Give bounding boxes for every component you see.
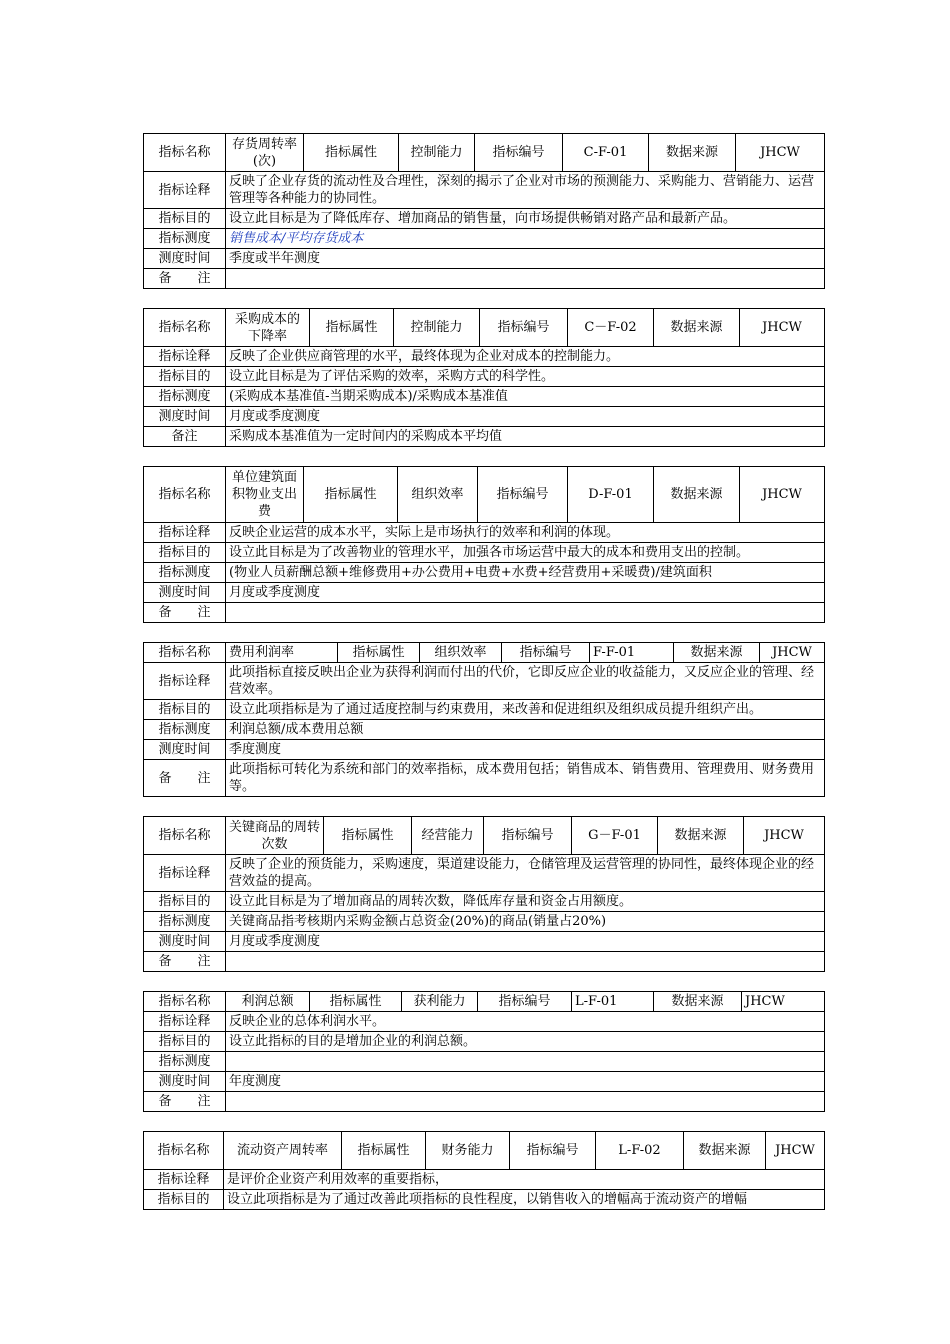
kpi-source: JHCW [736,134,825,172]
kpi-description: 反映了企业的预货能力，采购速度，渠道建设能力，仓储管理及运营管理的协同性，最终体现企业的经营效益的提高。 [226,855,825,892]
kpi-time: 季度测度 [226,740,825,760]
kpi-description: 反映企业运营的成本水平，实际上是市场执行的效率和利润的体现。 [226,523,825,543]
label-purpose: 指标目的 [144,700,226,720]
kpi-description: 是评价企业资产利用效率的重要指标， [224,1170,825,1190]
kpi-attribute: 组织效率 [398,467,478,523]
kpi-source: JHCW [740,309,825,347]
spacer [143,447,825,466]
label-name: 指标名称 [144,817,226,855]
kpi-measure: 关键商品指考核期内采购金额占总资金(20%)的商品(销量占20%) [226,912,825,932]
kpi-remark: 此项指标可转化为系统和部门的效率指标，成本费用包括；销售成本、销售费用、管理费用、财务费用等。 [226,760,825,797]
label-measure: 指标测度 [144,720,226,740]
kpi-name: 流动资产周转率 [224,1132,342,1170]
kpi-code: L-F-01 [572,992,654,1012]
label-attribute: 指标属性 [324,817,412,855]
kpi-remark [226,952,825,972]
kpi-source: JHCW [760,643,825,663]
kpi-attribute: 财务能力 [426,1132,510,1170]
kpi-time: 月度或季度测度 [226,407,825,427]
label-purpose: 指标目的 [144,1190,224,1210]
kpi-code: D-F-01 [568,467,654,523]
label-code: 指标编号 [510,1132,596,1170]
label-source: 数据来源 [674,643,760,663]
kpi-attribute: 控制能力 [399,134,475,172]
label-remark: 备 注 [144,603,226,623]
spacer [143,289,825,308]
kpi-table [143,308,825,447]
label-measure: 指标测度 [144,1052,226,1072]
label-code: 指标编号 [478,992,572,1012]
kpi-source: JHCW [742,992,825,1012]
label-name: 指标名称 [144,467,226,523]
label-attribute: 指标属性 [342,1132,426,1170]
kpi-measure: 利润总额/成本费用总额 [226,720,825,740]
kpi-document [143,133,825,1210]
label-remark: 备 注 [144,269,226,289]
kpi-attribute: 经营能力 [412,817,484,855]
label-time: 测度时间 [144,407,226,427]
kpi-attribute: 组织效率 [420,643,502,663]
label-attribute: 指标属性 [310,309,394,347]
spacer [143,797,825,816]
label-remark: 备 注 [144,760,226,797]
kpi-name: 费用利润率 [226,643,338,663]
label-time: 测度时间 [144,583,226,603]
kpi-table [143,642,825,797]
label-time: 测度时间 [144,932,226,952]
label-time: 测度时间 [144,740,226,760]
kpi-code: L-F-02 [596,1132,684,1170]
kpi-source: JHCW [766,1132,825,1170]
label-attribute: 指标属性 [338,643,420,663]
kpi-description: 此项指标直接反映出企业为获得利润而付出的代价，它即反应企业的收益能力，又反应企业的管理、经营效率。 [226,663,825,700]
kpi-code: C－F-02 [568,309,654,347]
kpi-measure[interactable] [226,229,825,249]
kpi-name: 利润总额 [226,992,310,1012]
label-source: 数据来源 [654,467,740,523]
label-code: 指标编号 [502,643,590,663]
kpi-name: 采购成本的下降率 [226,309,310,347]
kpi-table [143,816,825,972]
label-source: 数据来源 [684,1132,766,1170]
kpi-remark: 采购成本基准值为一定时间内的采购成本平均值 [226,427,825,447]
kpi-measure: (物业人员薪酬总额+维修费用+办公费用+电费+水费+经营费用+采暖费)/建筑面积 [226,563,825,583]
label-remark: 备 注 [144,1092,226,1112]
kpi-time: 年度测度 [226,1072,825,1092]
kpi-purpose: 设立此项指标是为了通过适度控制与约束费用，来改善和促进组织及组织成员提升组织产出。 [226,700,825,720]
label-source: 数据来源 [654,992,742,1012]
label-purpose: 指标目的 [144,892,226,912]
label-purpose: 指标目的 [144,367,226,387]
label-description: 指标诠释 [144,855,226,892]
label-attribute: 指标属性 [310,992,402,1012]
kpi-measure: (采购成本基准值-当期采购成本)/采购成本基准值 [226,387,825,407]
kpi-table [143,991,825,1112]
label-purpose: 指标目的 [144,1032,226,1052]
label-description: 指标诠释 [144,172,226,209]
kpi-description: 反映了企业供应商管理的水平，最终体现为企业对成本的控制能力。 [226,347,825,367]
kpi-measure-link[interactable]: 销售成本/平均存货成本 [229,231,364,246]
label-remark: 备注 [144,427,226,447]
label-source: 数据来源 [654,309,740,347]
label-name: 指标名称 [144,992,226,1012]
kpi-purpose: 设立此目标是为了改善物业的管理水平，加强各市场运营中最大的成本和费用支出的控制。 [226,543,825,563]
kpi-name: 单位建筑面积物业支出费 [226,467,304,523]
label-code: 指标编号 [484,817,572,855]
kpi-time: 月度或季度测度 [226,583,825,603]
kpi-table [143,1131,825,1210]
kpi-code: F-F-01 [590,643,674,663]
kpi-purpose: 设立此目标是为了降低库存、增加商品的销售量，向市场提供畅销对路产品和最新产品。 [226,209,825,229]
label-description: 指标诠释 [144,347,226,367]
kpi-table [143,133,825,289]
label-measure: 指标测度 [144,229,226,249]
label-measure: 指标测度 [144,563,226,583]
label-purpose: 指标目的 [144,209,226,229]
label-code: 指标编号 [475,134,563,172]
label-name: 指标名称 [144,134,226,172]
label-remark: 备 注 [144,952,226,972]
spacer [143,1112,825,1131]
kpi-measure [226,1052,825,1072]
spacer [143,623,825,642]
spacer [143,972,825,991]
label-measure: 指标测度 [144,387,226,407]
kpi-purpose: 设立此指标的目的是增加企业的利润总额。 [226,1032,825,1052]
kpi-source: JHCW [740,467,825,523]
kpi-table [143,466,825,623]
kpi-remark [226,1092,825,1112]
kpi-purpose: 设立此项指标是为了通过改善此项指标的良性程度，以销售收入的增幅高于流动资产的增幅 [224,1190,825,1210]
kpi-code: C-F-01 [563,134,649,172]
kpi-name: 关键商品的周转次数 [226,817,324,855]
label-name: 指标名称 [144,643,226,663]
kpi-purpose: 设立此目标是为了评估采购的效率，采购方式的科学性。 [226,367,825,387]
label-description: 指标诠释 [144,663,226,700]
kpi-purpose: 设立此目标是为了增加商品的周转次数，降低库存量和资金占用额度。 [226,892,825,912]
label-code: 指标编号 [478,467,568,523]
kpi-time: 月度或季度测度 [226,932,825,952]
label-name: 指标名称 [144,309,226,347]
kpi-remark [226,269,825,289]
label-description: 指标诠释 [144,523,226,543]
kpi-source: JHCW [744,817,825,855]
label-purpose: 指标目的 [144,543,226,563]
label-code: 指标编号 [480,309,568,347]
label-attribute: 指标属性 [304,467,398,523]
kpi-name: 存货周转率(次) [226,134,304,172]
label-description: 指标诠释 [144,1170,224,1190]
kpi-code: G－F-01 [572,817,658,855]
label-time: 测度时间 [144,1072,226,1092]
kpi-description: 反映了企业存货的流动性及合理性，深刻的揭示了企业对市场的预测能力、采购能力、营销能力、运营管理等各种能力的协同性。 [226,172,825,209]
kpi-remark [226,603,825,623]
label-measure: 指标测度 [144,912,226,932]
label-attribute: 指标属性 [304,134,399,172]
label-source: 数据来源 [649,134,736,172]
label-source: 数据来源 [658,817,744,855]
kpi-description: 反映企业的总体利润水平。 [226,1012,825,1032]
label-name: 指标名称 [144,1132,224,1170]
label-description: 指标诠释 [144,1012,226,1032]
label-time: 测度时间 [144,249,226,269]
kpi-attribute: 控制能力 [394,309,480,347]
kpi-time: 季度或半年测度 [226,249,825,269]
kpi-attribute: 获利能力 [402,992,478,1012]
